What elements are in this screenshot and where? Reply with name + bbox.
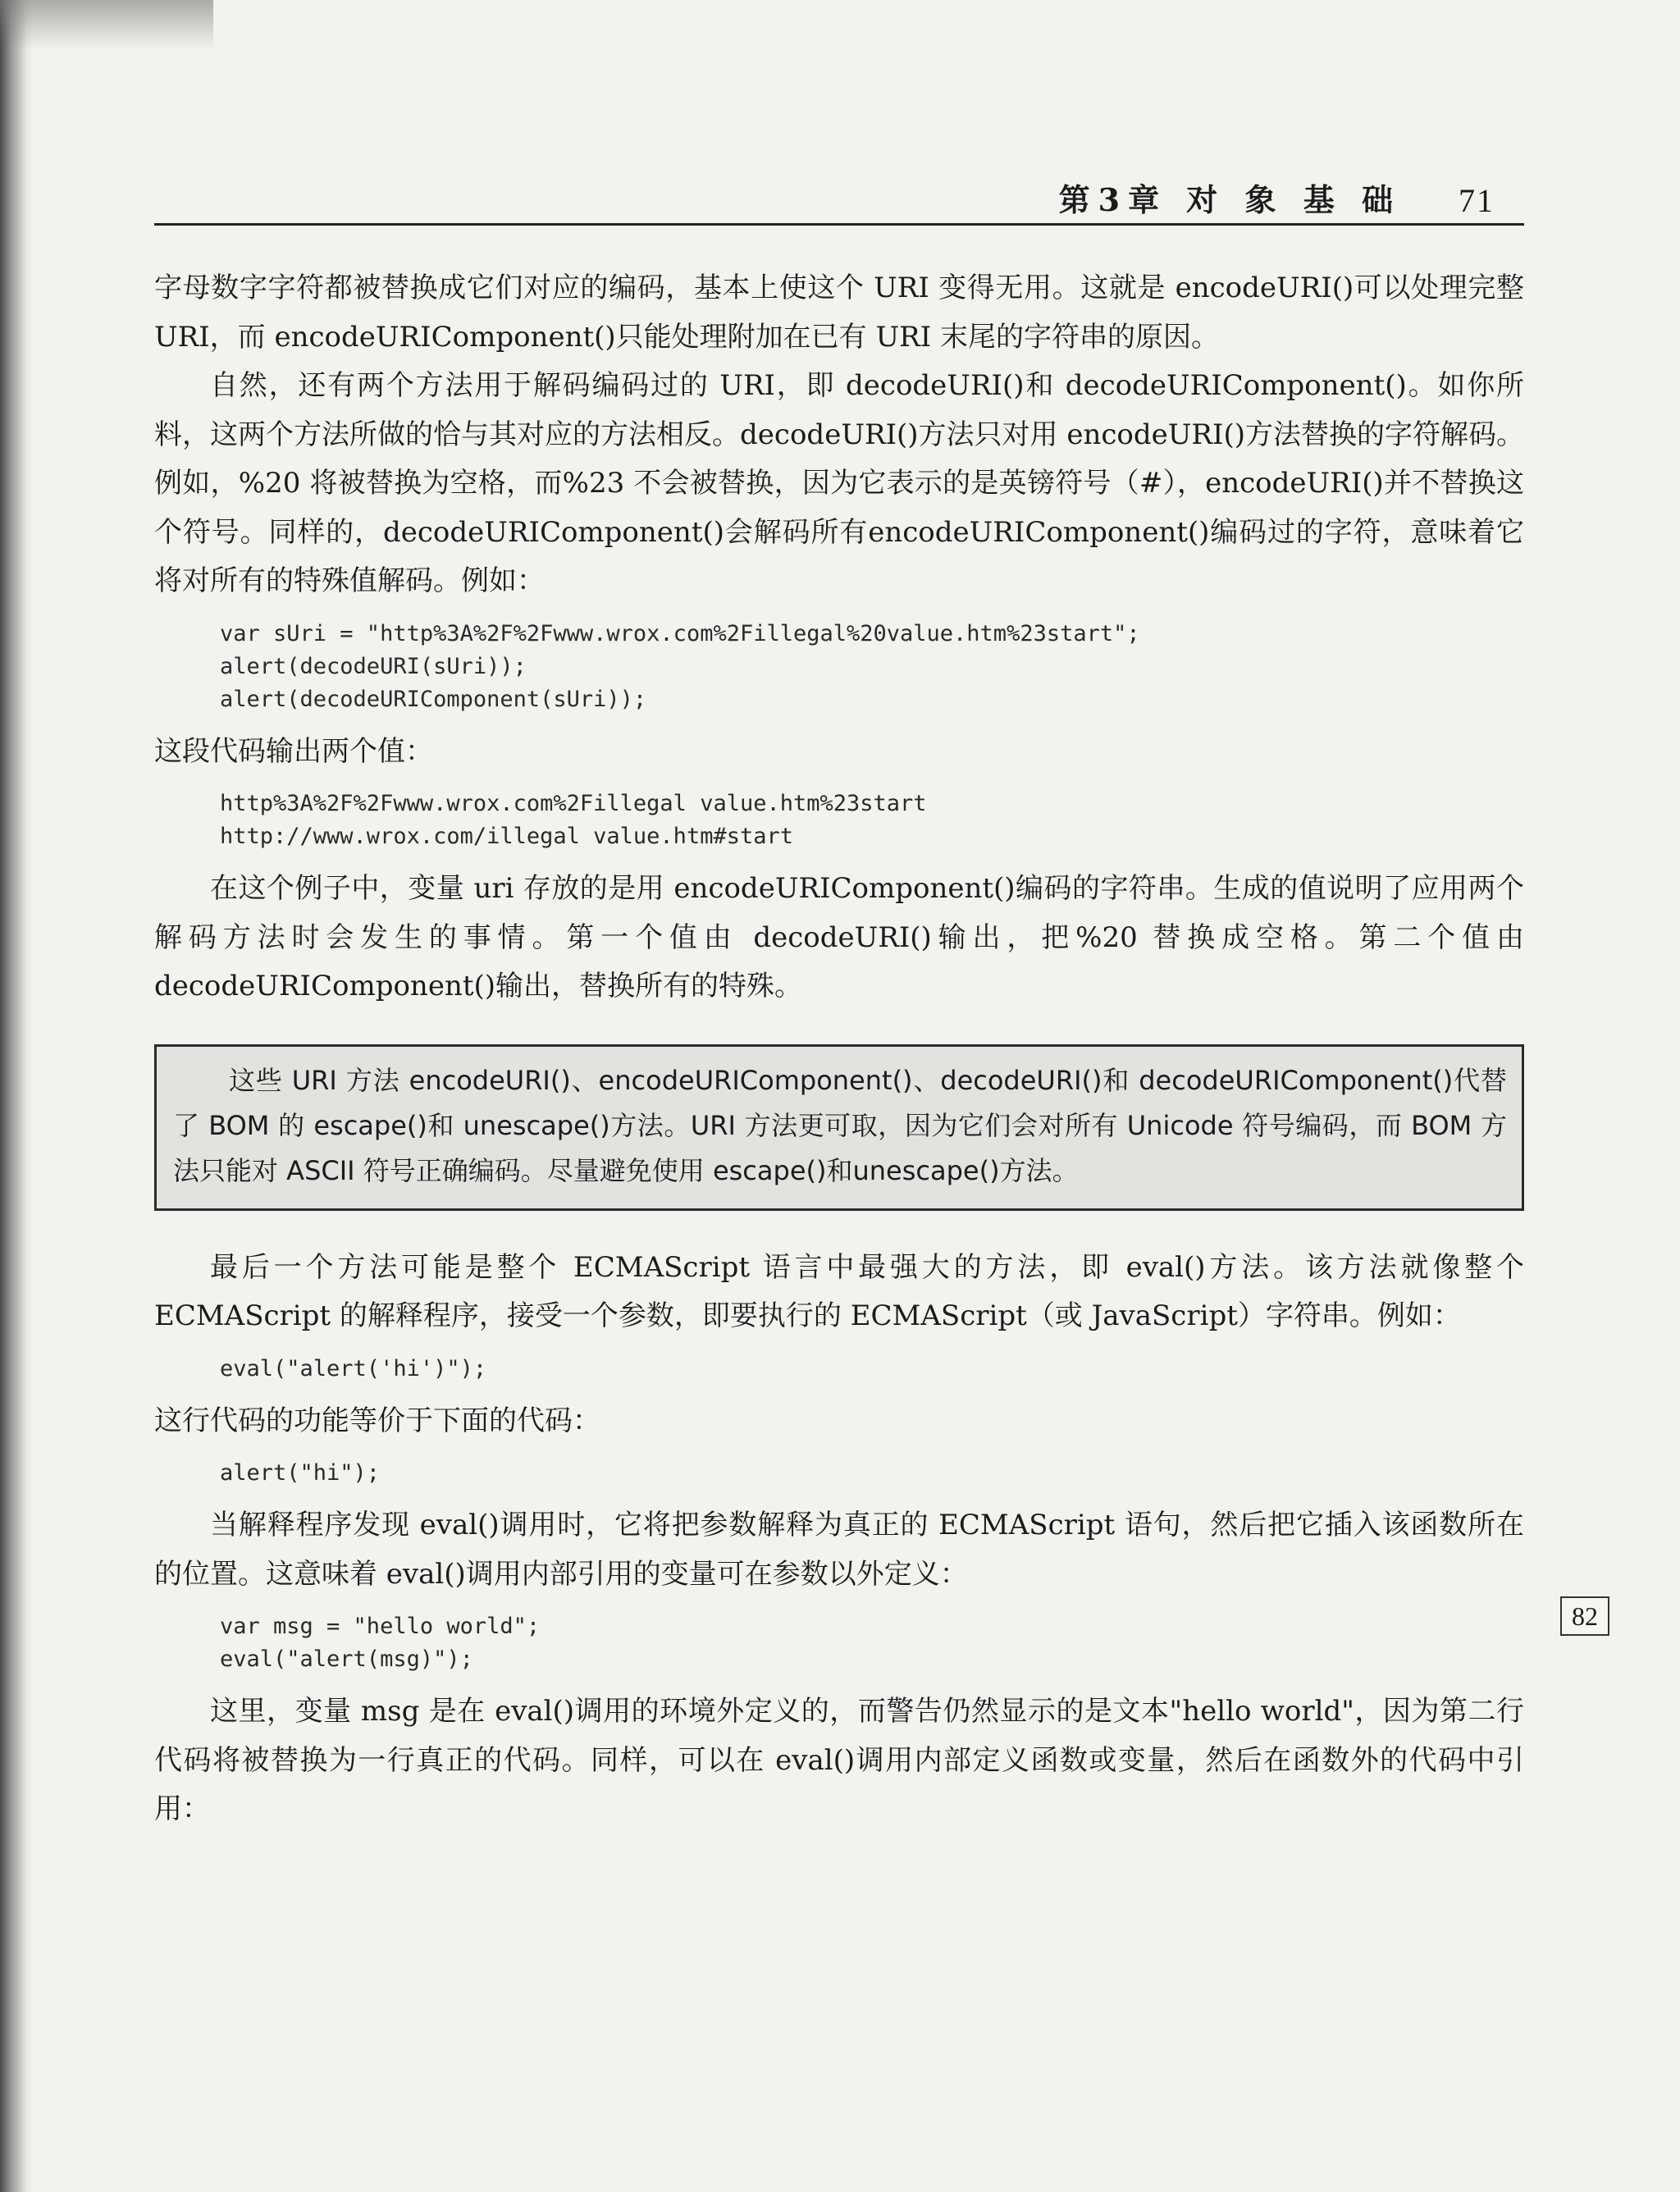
- paragraph-3: 这段代码输出两个值：: [154, 734, 433, 768]
- code-block-4: alert("hi");: [220, 1460, 381, 1486]
- paragraph-7: 当解释程序发现 eval()调用时，它将把参数解释为真正的 ECMAScript 语句，然后把它插入该函数所在的位置。这意味着 eval()调用内部引用的变量可在参数以外定义：: [154, 1509, 1524, 1591]
- original-page-tag: 82: [1560, 1596, 1609, 1636]
- page-number: 71: [1459, 182, 1495, 219]
- code-block-3: eval("alert('hi')");: [220, 1355, 487, 1381]
- code-block-1: var sUri = "http%3A%2F%2Fwww.wrox.com%2Fillegal%20value.htm%23start"; alert(decodeURI(sUri)); alert(decodeURIComponent(sUri));: [220, 620, 1140, 712]
- note-box: [154, 1044, 1524, 1211]
- code-block-2: http%3A%2F%2Fwww.wrox.com%2Fillegal value.htm%23start http://www.wrox.com/illegal value.htm#start: [220, 791, 927, 849]
- header-rule: [154, 223, 1524, 226]
- paragraph-2: 自然，还有两个方法用于解码编码过的 URI，即 decodeURI()和 decodeURIComponent()。如你所料，这两个方法所做的恰与其对应的方法相反。decodeURI()方法只对用 encodeURI()方法替换的字符解码。例如，%20 将被替换为空格，而%23 不会被替换，因为它表示的是英镑符号（#），encodeURI()并不替换这个符号。同样的，decodeURIComponent()会解码所有encodeURIComponent()编码过的字符，意味着它将对所有的特殊值解码。例如：: [154, 369, 1524, 597]
- scan-shadow: [0, 0, 213, 49]
- page-body: [154, 264, 1524, 1834]
- note-text: 这些 URI 方法 encodeURI()、encodeURIComponent()、decodeURI()和 decodeURIComponent()代替了 BOM 的 escape()和 unescape()方法。URI 方法更可取，因为它们会对所有 Unicode 符号编码，而 BOM 方法只能对 ASCII 符号正确编码。尽量避免使用 escape()和unescape()方法。: [173, 1064, 1507, 1186]
- paragraph-1: 字母数字字符都被替换成它们对应的编码，基本上使这个 URI 变得无用。这就是 encodeURI()可以处理完整 URI，而 encodeURIComponent()只能处理附加在已有 URI 末尾的字符串的原因。: [154, 272, 1524, 354]
- code-block-5: var msg = "hello world"; eval("alert(msg)");: [220, 1614, 541, 1672]
- paragraph-8: 这里，变量 msg 是在 eval()调用的环境外定义的，而警告仍然显示的是文本"hello world"，因为第二行代码将被替换为一行真正的代码。同样，可以在 eval()调用内部定义函数或变量，然后在函数外的代码中引用：: [154, 1695, 1524, 1825]
- chapter-title: 第3章 对 象 基 础: [1058, 181, 1401, 218]
- binding-shadow: [0, 0, 33, 2192]
- running-head: [154, 174, 1524, 220]
- paragraph-4: 在这个例子中，变量 uri 存放的是用 encodeURIComponent()编码的字符串。生成的值说明了应用两个解码方法时会发生的事情。第一个值由 decodeURI()输出，把%20 替换成空格。第二个值由 decodeURIComponent()输出，替换所有的特殊。: [154, 872, 1524, 1002]
- paragraph-6: 这行代码的功能等价于下面的代码：: [154, 1404, 600, 1437]
- paragraph-5: 最后一个方法可能是整个 ECMAScript 语言中最强大的方法，即 eval()方法。该方法就像整个 ECMAScript 的解释程序，接受一个参数，即要执行的 ECMAScript（或 JavaScript）字符串。例如：: [154, 1250, 1524, 1332]
